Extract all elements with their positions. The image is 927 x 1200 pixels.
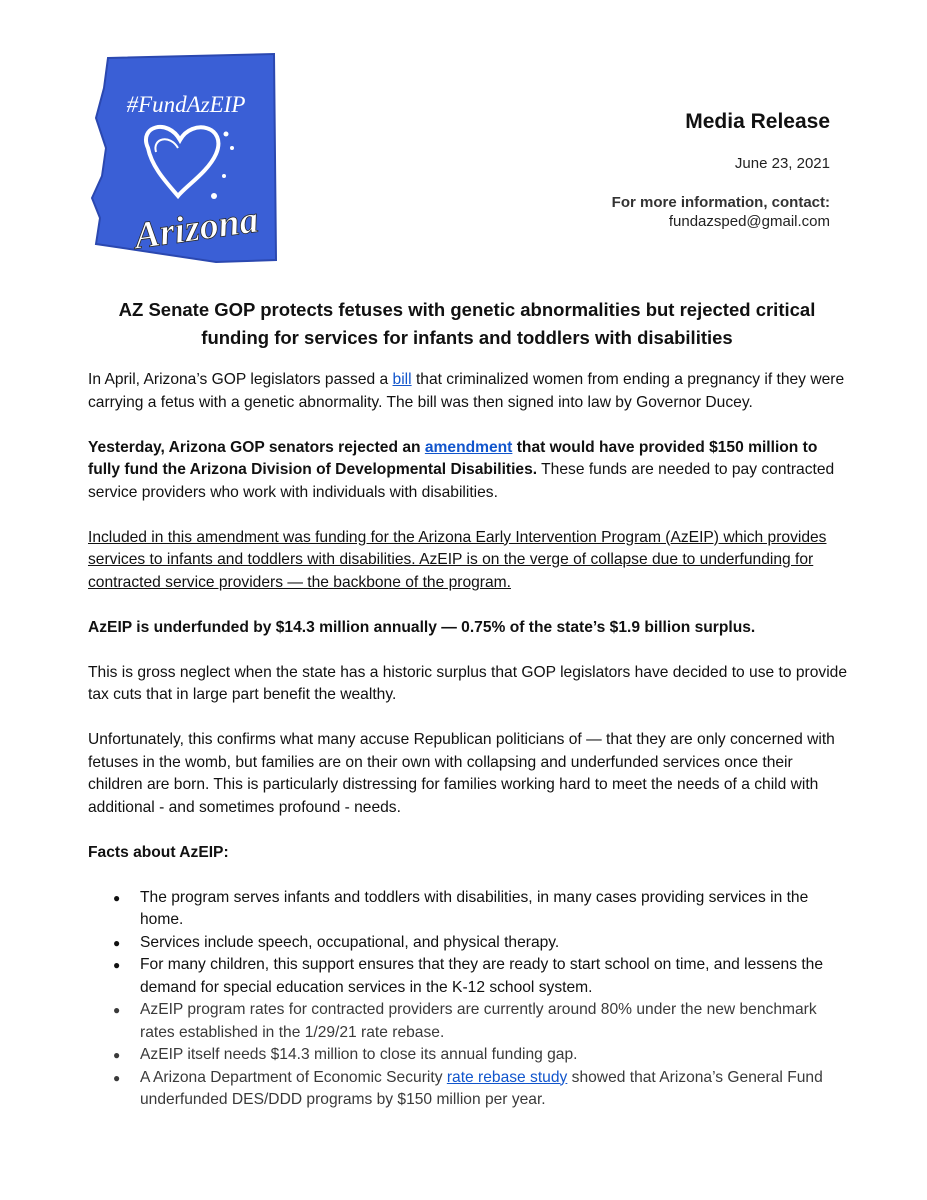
list-item: ● The program serves infants and toddlers with disabilities, in many cases providing services in the home.: [140, 887, 848, 932]
paragraph-amendment: [88, 437, 848, 505]
list-item: ● For many children, this support ensures that they are ready to start school on time, and lessens the demand for special education services in the K-12 school system.: [140, 954, 848, 999]
facts-list: [88, 887, 848, 1112]
headline-line-2: funding for services for infants and toddlers with disabilities: [201, 327, 733, 348]
paragraph-text: In April, Arizona’s GOP legislators passed a: [88, 371, 393, 388]
paragraph-azeip: Included in this amendment was funding for the Arizona Early Intervention Program (AzEIP) which provides services to infants and toddlers with disabilities. AzEIP is on the verge of collapse due to underfunding for contracted service providers — the backbone of the program.: [88, 528, 827, 591]
paragraph-text-bold: Yesterday, Arizona GOP senators rejected an: [88, 438, 425, 456]
headline-line-1: AZ Senate GOP protects fetuses with genetic abnormalities but rejected critical: [118, 299, 816, 320]
list-item: [140, 1067, 848, 1112]
paragraph-neglect: This is gross neglect when the state has a historic surplus that GOP legislators have decided to use to provide tax cuts that in large part benefit the wealthy.: [88, 663, 848, 703]
paragraph-text-bold: that would have provided $150 million to fully fund the Arizona Division of Developmental Disabilities.: [88, 438, 818, 478]
paragraph-underfunded: AzEIP is underfunded by $14.3 million annually — 0.75% of the state’s $1.9 billion surplus.: [88, 618, 756, 636]
release-header: [612, 110, 830, 230]
release-title: Media Release: [685, 110, 830, 133]
amendment-link[interactable]: amendment: [424, 438, 513, 456]
rate-rebase-study-link[interactable]: rate rebase study: [446, 1068, 568, 1086]
contact-email: fundazsped@gmail.com: [668, 213, 830, 230]
paragraph-bill: [88, 369, 848, 414]
fundazeip-logo: [86, 48, 286, 270]
paragraph-text: that criminalized women from ending a pregnancy if they were carrying a fetus with a genetic abnormality. The bill was then signed into law by Governor Ducey.: [88, 371, 845, 411]
list-item-text: A Arizona Department of Economic Security: [140, 1068, 447, 1086]
list-item-text: showed that Arizona’s General Fund underfunded DES/DDD programs by $150 million per year.: [140, 1068, 823, 1108]
bill-link[interactable]: bill: [392, 371, 412, 388]
release-date: June 23, 2021: [734, 155, 830, 172]
list-item: ● AzEIP program rates for contracted providers are currently around 80% under the new benchmark rates established in the 1/29/21 rate rebase.: [140, 999, 848, 1044]
facts-title: Facts about AzEIP:: [88, 843, 229, 861]
logo-state-name: Arizona: [131, 198, 261, 258]
paragraph-unfortunately: Unfortunately, this confirms what many accuse Republican politicians of — that they are only concerned with fetuses in the womb, but families are on their own with collapsing and underfunded services once their children are born. This is particularly distressing for families working hard to meet the needs of a child with additional - and sometimes profound - needs.: [88, 731, 835, 816]
arizona-logo-graphic: [86, 48, 286, 270]
headline: [86, 296, 848, 352]
paragraph-text: These funds are needed to pay contracted service providers who work with individuals with disabilities.: [88, 461, 835, 501]
list-item: ● AzEIP itself needs $14.3 million to close its annual funding gap.: [140, 1044, 848, 1067]
list-item: ● Services include speech, occupational, and physical therapy.: [140, 932, 848, 955]
logo-hashtag: #FundAzEIP: [126, 92, 246, 117]
release-body: [88, 369, 848, 1112]
contact-label: For more information, contact:: [611, 194, 830, 211]
